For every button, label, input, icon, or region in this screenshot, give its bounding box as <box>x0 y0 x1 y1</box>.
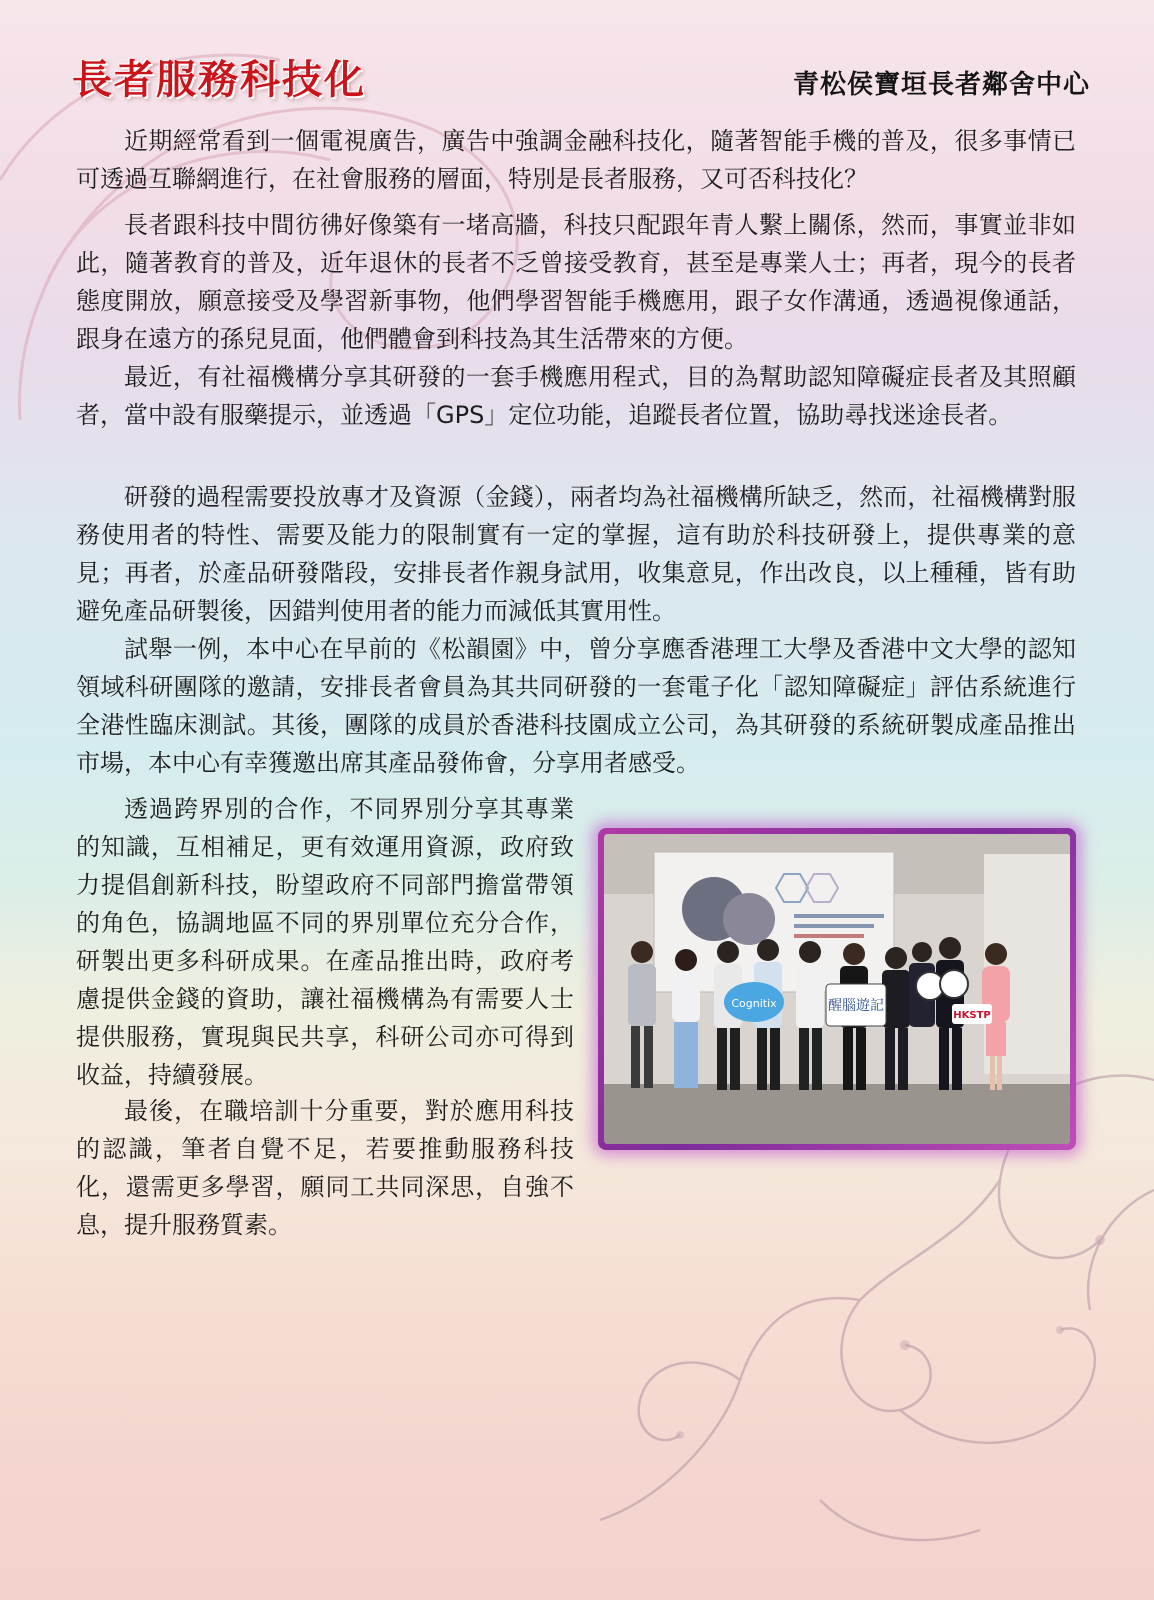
organization-name: 青松侯寶垣長者鄰舍中心 <box>792 70 1090 100</box>
paragraph-5: 試舉一例，本中心在早前的《松韻園》中，曾分享應香港理工大學及香港中文大學的認知領域科研團隊的邀請，安排長者會員為其共同研發的一套電子化「認知障礙症」評估系統進行全港性臨床測試。其後，團隊的成員於香港科技園成立公司，為其研發的系統研製成產品推出市場，本中心有幸獲邀出席其產品發佈會，分享用者感受。 <box>76 635 1076 777</box>
paragraph-2: 長者跟科技中間彷彿好像築有一堵高牆，科技只配跟年青人繫上關係，然而，事實並非如此，隨著教育的普及，近年退休的長者不乏曾接受教育，甚至是專業人士；再者，現今的長者態度開放，願意接受及學習新事物，他們學習智能手機應用，跟子女作溝通，透過視像通話，跟身在遠方的孫兒見面，他們體會到科技為其生活帶來的方便。 <box>76 211 1076 353</box>
paragraph-1: 近期經常看到一個電視廣告，廣告中強調金融科技化，隨著智能手機的普及，很多事情已可透過互聯網進行，在社會服務的層面，特別是長者服務，又可否科技化？ <box>76 127 1076 193</box>
paragraph-4: 研發的過程需要投放專才及資源（金錢），兩者均為社福機構所缺乏，然而，社福機構對服務使用者的特性、需要及能力的限制實有一定的掌握，這有助於科技研發上，提供專業的意見；再者，於產品研發階段，安排長者作親身試用，收集意見，作出改良，以上種種，皆有助避免產品研製後，因錯判使用者的能力而減低其實用性。 <box>76 483 1076 625</box>
paragraph-7: 最後，在職培訓十分重要，對於應用科技的認識，筆者自覺不足，若要推動服務科技化，還需更多學習，願同工共同深思，自強不息，提升服務質素。 <box>76 1097 574 1239</box>
event-photo <box>598 828 1076 1150</box>
paragraph-3: 最近，有社福機構分享其研發的一套手機應用程式，目的為幫助認知障礙症長者及其照顧者，當中設有服藥提示，並透過「GPS」定位功能，追蹤長者位置，協助尋找迷途長者。 <box>76 363 1076 429</box>
paragraph-6: 透過跨界別的合作，不同界別分享其專業的知識，互相補足，更有效運用資源，政府致力提倡創新科技，盼望政府不同部門擔當帶領的角色，協調地區不同的界別單位充分合作，研製出更多科研成果。在產品推出時，政府考慮提供金錢的資助，讓社福機構為有需要人士提供服務，實現與民共享，科研公司亦可得到收益，持續發展。 <box>76 795 574 1089</box>
hkstp-logo: HKSTP <box>953 1010 991 1021</box>
page-title: 長者服務科技化 <box>72 56 366 103</box>
balloon-text: Cognitix <box>731 997 777 1010</box>
group-photo-illustration <box>604 834 1070 1144</box>
sign-text: 醒腦遊記 <box>828 998 884 1014</box>
